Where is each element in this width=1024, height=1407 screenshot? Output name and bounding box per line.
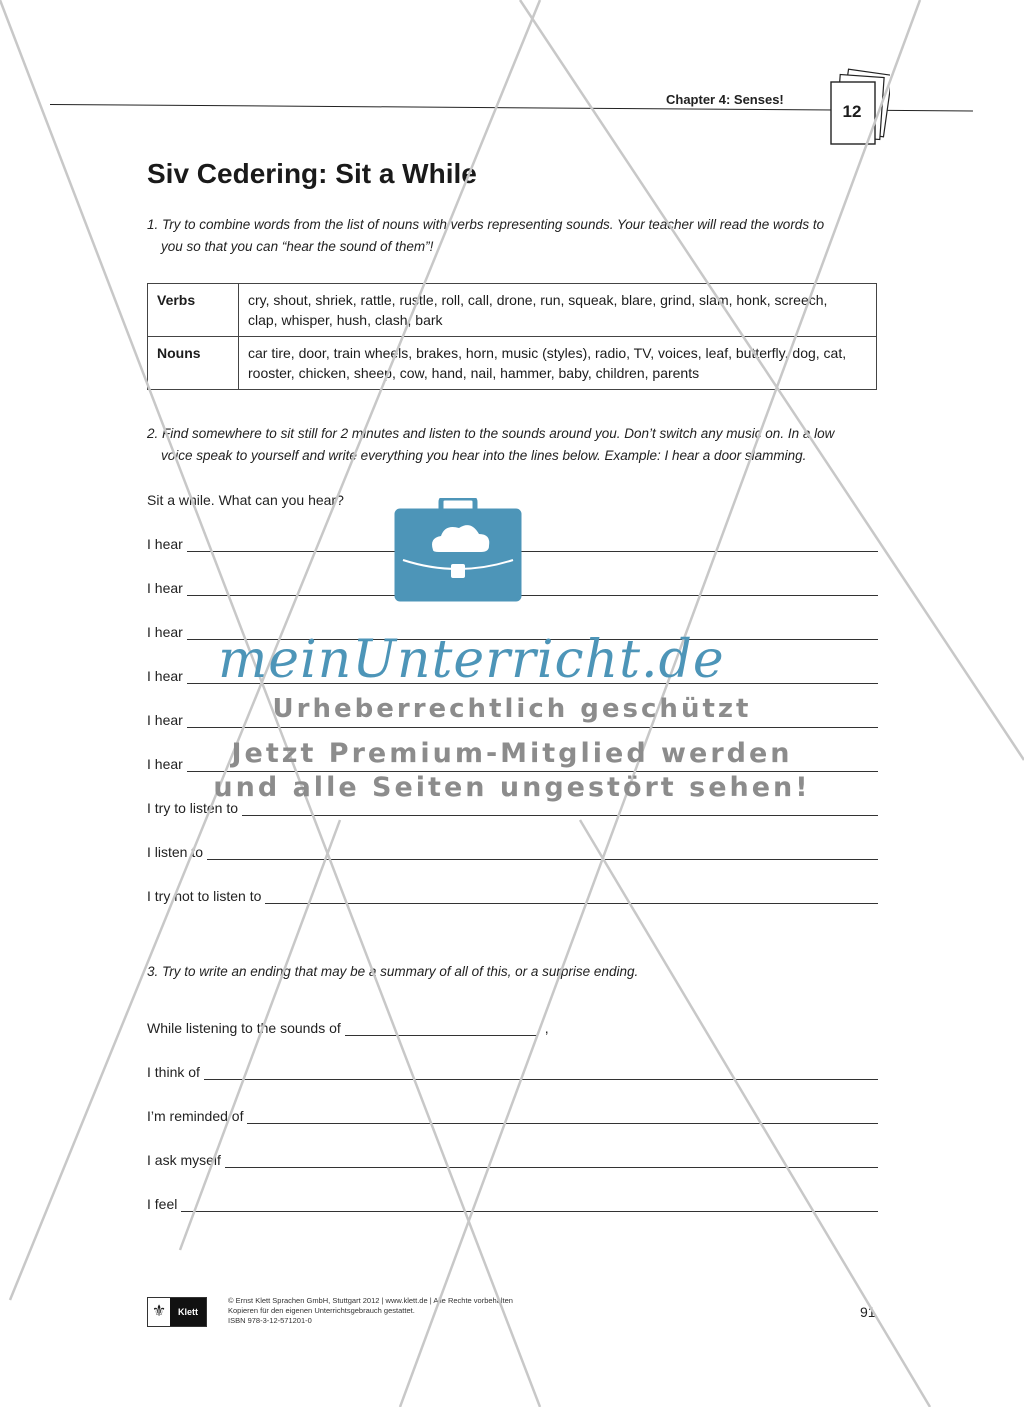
write-line[interactable]: [181, 1197, 878, 1212]
page-number: 91: [860, 1304, 876, 1320]
nouns-line-1: car tire, door, train wheels, brakes, horn, music (styles), radio, TV, voices, leaf, butterfly, dog, cat,: [248, 345, 847, 361]
table-head-nouns: Nouns: [148, 337, 239, 390]
chapter-number: 12: [842, 102, 862, 121]
copy-note: Kopieren für den eigenen Unterrichtsgebrauch gestattet.: [228, 1306, 415, 1315]
ask-myself-line[interactable]: [147, 1152, 878, 1168]
listen-label: I listen to: [147, 844, 204, 860]
task-2-line-2: voice speak to yourself and write everything you hear into the lines below. Example: I hear a door slamming.: [161, 448, 807, 463]
watermark-premium: Jetzt Premium-Mitglied werden: [231, 738, 793, 769]
task-1-line-2: you so that you can “hear the sound of them”!: [161, 239, 434, 254]
table-row-nouns: [148, 337, 877, 390]
briefcase-cloud-icon: [393, 498, 523, 602]
watermark-brand: meinUnterricht.de: [218, 630, 725, 690]
hear-label: I hear: [147, 536, 183, 552]
listen-line[interactable]: [147, 844, 878, 860]
try-not-listen-label: I try not to listen to: [147, 888, 262, 904]
comma: ,: [544, 1020, 549, 1036]
verbs-line-1: cry, shout, shriek, rattle, rustle, roll, call, drone, run, squeak, blare, grind, slam, honk, screech,: [248, 292, 828, 308]
task-2-line-1: 2. Find somewhere to sit still for 2 minutes and listen to the sounds around you. Don’t switch any music on. In a low: [147, 426, 835, 441]
write-line[interactable]: [207, 845, 878, 860]
table-head-verbs: Verbs: [148, 284, 239, 337]
table-cell-verbs: [239, 284, 877, 337]
try-listen-label: I try to listen to: [147, 800, 239, 816]
write-line[interactable]: [247, 1109, 878, 1124]
watermark-copyright: Urheberrechtlich geschützt: [272, 694, 752, 724]
verbs-line-2: clap, whisper, hush, clash, bark: [248, 312, 443, 328]
ask-myself-label: I ask myself: [147, 1152, 221, 1168]
hear-label: I hear: [147, 624, 183, 640]
chapter-label: Chapter 4: Senses!: [666, 92, 784, 107]
think-of-label: I think of: [147, 1064, 200, 1080]
sounds-of-label: While listening to the sounds of: [147, 1020, 341, 1036]
task-2-instructions: [147, 423, 887, 467]
isbn: ISBN 978-3-12-571201-0: [228, 1316, 312, 1325]
sit-prompt: Sit a while. What can you hear?: [147, 492, 344, 508]
sounds-of-line[interactable]: [147, 1020, 577, 1036]
word-table: [147, 283, 877, 390]
feel-line[interactable]: [147, 1196, 878, 1212]
task-3-instructions: 3. Try to write an ending that may be a summary of all of this, or a surprise ending.: [147, 964, 639, 979]
write-line[interactable]: [225, 1153, 878, 1168]
hear-label: I hear: [147, 712, 183, 728]
klett-flower-icon: ⚜: [148, 1298, 170, 1326]
hear-label: I hear: [147, 580, 183, 596]
nouns-line-2: rooster, chicken, sheep, cow, hand, nail, hammer, baby, children, parents: [248, 365, 700, 381]
klett-logo: [147, 1297, 207, 1327]
table-cell-nouns: [239, 337, 877, 390]
task-1-line-1: 1. Try to combine words from the list of nouns with verbs representing sounds. Your teacher will read the words to: [147, 217, 825, 232]
klett-logo-text: Klett: [170, 1298, 206, 1326]
write-line[interactable]: [187, 581, 878, 596]
hear-label: I hear: [147, 668, 183, 684]
write-line[interactable]: [265, 889, 878, 904]
footer-legal: [228, 1296, 513, 1326]
page-title: Siv Cedering: Sit a While: [147, 158, 477, 189]
write-line[interactable]: [204, 1065, 878, 1080]
hear-label: I hear: [147, 756, 183, 772]
copyright-text: © Ernst Klett Sprachen GmbH, Stuttgart 2012 | www.klett.de | Alle Rechte vorbehalten: [228, 1296, 513, 1305]
feel-label: I feel: [147, 1196, 178, 1212]
reminded-of-line[interactable]: [147, 1108, 878, 1124]
table-row-verbs: [148, 284, 877, 337]
write-line[interactable]: [187, 537, 878, 552]
task-1-instructions: [147, 214, 887, 258]
write-line[interactable]: [242, 801, 878, 816]
think-of-line[interactable]: [147, 1064, 878, 1080]
watermark-unlock: und alle Seiten ungestört sehen!: [213, 772, 811, 803]
try-not-listen-line[interactable]: [147, 888, 878, 904]
reminded-of-label: I’m reminded of: [147, 1108, 244, 1124]
write-line[interactable]: [345, 1021, 537, 1036]
